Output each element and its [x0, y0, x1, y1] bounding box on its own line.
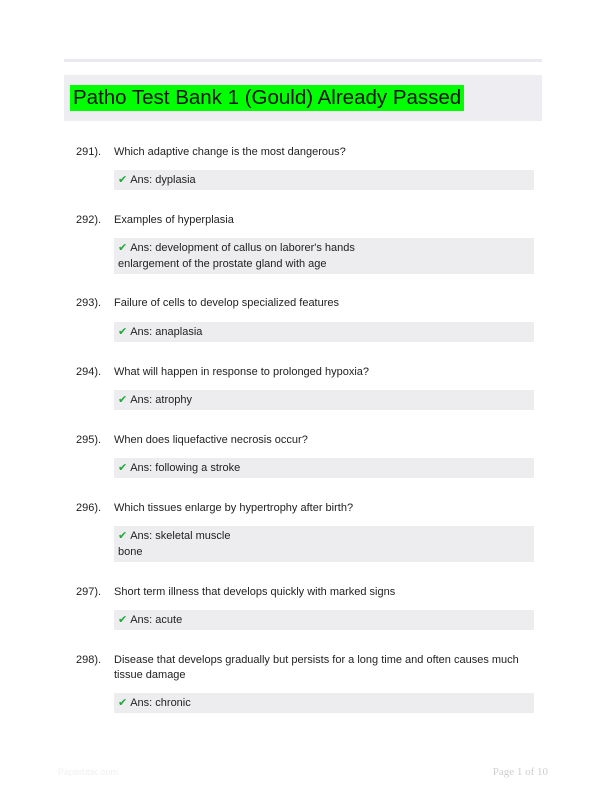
question-text: Which tissues enlarge by hypertrophy after birth? — [114, 502, 354, 514]
question-number: 297). — [76, 586, 102, 598]
question-number: 298). — [76, 654, 102, 666]
check-icon: ✔ — [118, 462, 128, 474]
question-text: Which adaptive change is the most dangerous? — [114, 146, 346, 158]
answer-line: enlargement of the prostate gland with age — [118, 258, 327, 270]
answer-line — [118, 695, 534, 711]
answer-text: Ans: skeletal muscle — [130, 530, 231, 542]
answer-line: bone — [118, 546, 143, 558]
check-icon: ✔ — [118, 394, 128, 406]
question-number: 292). — [76, 214, 102, 226]
answer-text: Ans: chronic — [130, 697, 191, 709]
answer-text: Ans: anaplasia — [130, 326, 203, 338]
answer-text: Ans: following a stroke — [130, 462, 241, 474]
check-icon: ✔ — [118, 242, 128, 254]
check-icon: ✔ — [118, 530, 128, 542]
answer-text: Ans: acute — [130, 614, 183, 626]
footer-watermark: Paperbbic.com — [58, 767, 119, 777]
question-number: 295). — [76, 434, 102, 446]
answer-text: Ans: atrophy — [130, 394, 192, 406]
answer-box — [114, 610, 534, 630]
document-title: Patho Test Bank 1 (Gould) Already Passed — [70, 85, 464, 111]
answer-line — [118, 528, 534, 544]
check-icon: ✔ — [118, 697, 128, 709]
check-icon: ✔ — [118, 174, 128, 186]
question-text: Short term illness that develops quickly with marked signs — [114, 586, 396, 598]
question-number: 293). — [76, 297, 102, 309]
answer-box — [114, 238, 534, 274]
answer-box — [114, 322, 534, 342]
question-text: What will happen in response to prolonged hypoxia? — [114, 366, 369, 378]
answer-box — [114, 170, 534, 190]
question-text: When does liquefactive necrosis occur? — [114, 434, 308, 446]
question-number: 291). — [76, 146, 102, 158]
page-number: Page 1 of 10 — [492, 766, 548, 778]
answer-box — [114, 390, 534, 410]
answer-line — [118, 612, 534, 628]
check-icon: ✔ — [118, 326, 128, 338]
answer-line — [118, 172, 534, 188]
question-number: 296). — [76, 502, 102, 514]
check-icon: ✔ — [118, 614, 128, 626]
answer-box — [114, 693, 534, 713]
answer-box — [114, 458, 534, 478]
answer-text: Ans: development of callus on laborer's hands — [130, 242, 355, 254]
question-number: 294). — [76, 366, 102, 378]
answer-text: Ans: dyplasia — [130, 174, 196, 186]
answer-line — [118, 324, 534, 340]
answer-line — [118, 240, 534, 256]
question-text: Failure of cells to develop specialized features — [114, 297, 340, 309]
question-text: Disease that develops gradually but persists for a long time and often causes much tissue damage — [114, 654, 519, 681]
answer-line — [118, 392, 534, 408]
question-text: Examples of hyperplasia — [114, 214, 234, 226]
answer-line — [118, 460, 534, 476]
answer-box — [114, 526, 534, 562]
